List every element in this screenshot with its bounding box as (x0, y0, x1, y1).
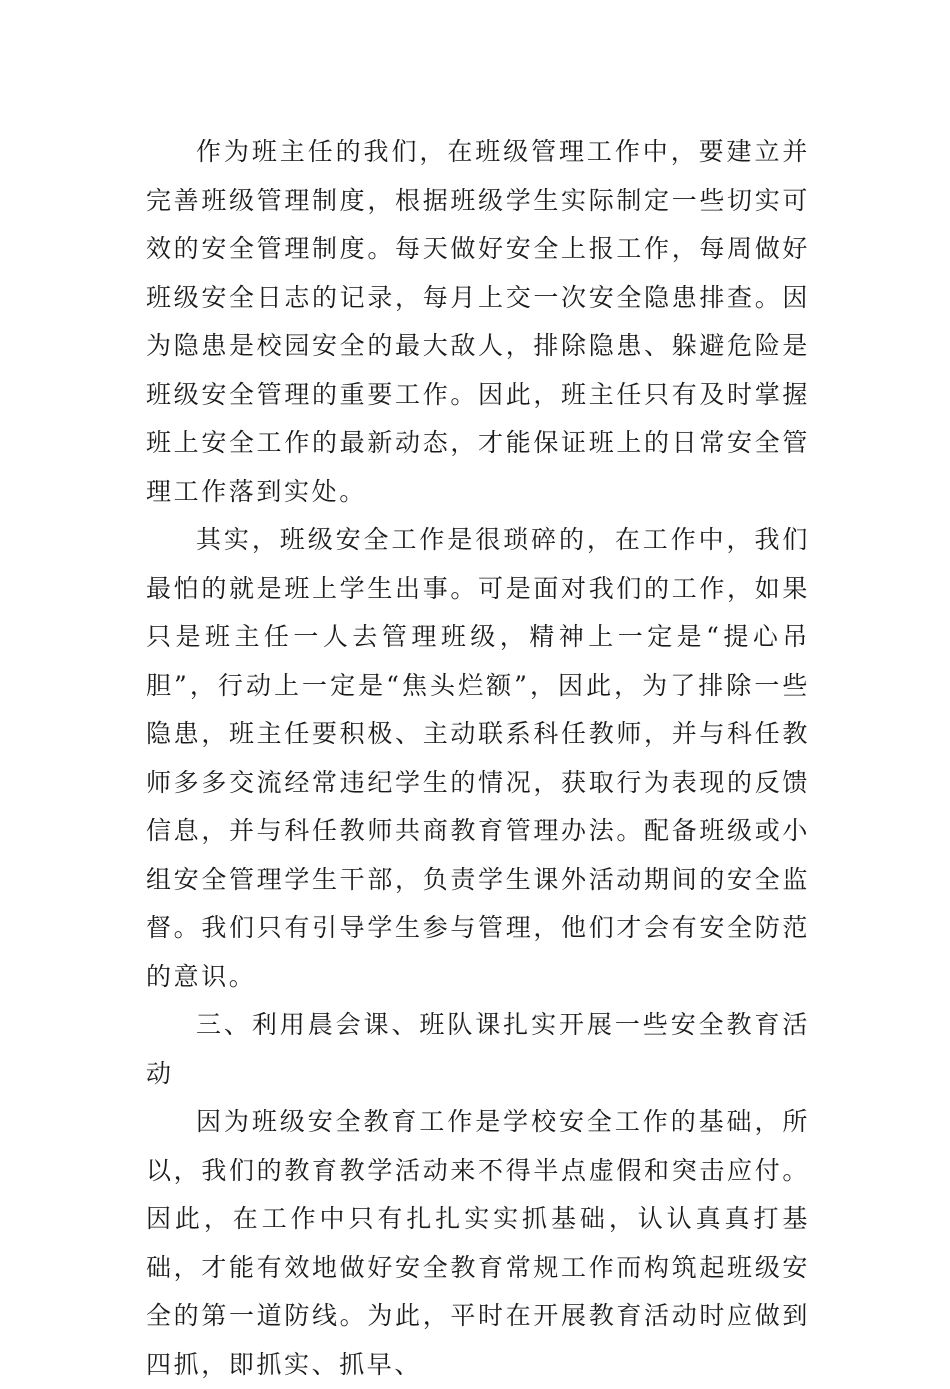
paragraph-safety-education-basics: 因为班级安全教育工作是学校安全工作的基础，所以，我们的教育教学活动来不得半点虚假和突击应付。因此，在工作中只有扎扎实实抓基础，认认真真打基础，才能有效地做好安全教育常规工作而构筑起班级安全的第一道防线。为此，平时在开展教育活动时应做到四抓，即抓实、抓早、 (146, 1107, 810, 1379)
document-body (146, 128, 810, 1389)
paragraph-class-management-system: 作为班主任的我们，在班级管理工作中，要建立并完善班级管理制度，根据班级学生实际制定一些切实可效的安全管理制度。每天做好安全上报工作，每周做好班级安全日志的记录，每月上交一次安全隐患排查。因为隐患是校园安全的最大敌人，排除隐患、躲避危险是班级安全管理的重要工作。因此，班主任只有及时掌握班上安全工作的最新动态，才能保证班上的日常安全管理工作落到实处。 (146, 137, 810, 506)
paragraph-teacher-cooperation: 其实，班级安全工作是很琐碎的，在工作中，我们最怕的就是班上学生出事。可是面对我们的工作，如果只是班主任一人去管理班级，精神上一定是“提心吊胆”，行动上一定是“焦头烂额”，因此，为了排除一些隐患，班主任要积极、主动联系科任教师，并与科任教师多多交流经常违纪学生的情况，获取行为表现的反馈信息，并与科任教师共商教育管理办法。配备班级或小组安全管理学生干部，负责学生课外活动期间的安全监督。我们只有引导学生参与管理，他们才会有安全防范的意识。 (146, 525, 810, 991)
section-heading-safety-activities: 三、利用晨会课、班队课扎实开展一些安全教育活动 (146, 1010, 810, 1088)
